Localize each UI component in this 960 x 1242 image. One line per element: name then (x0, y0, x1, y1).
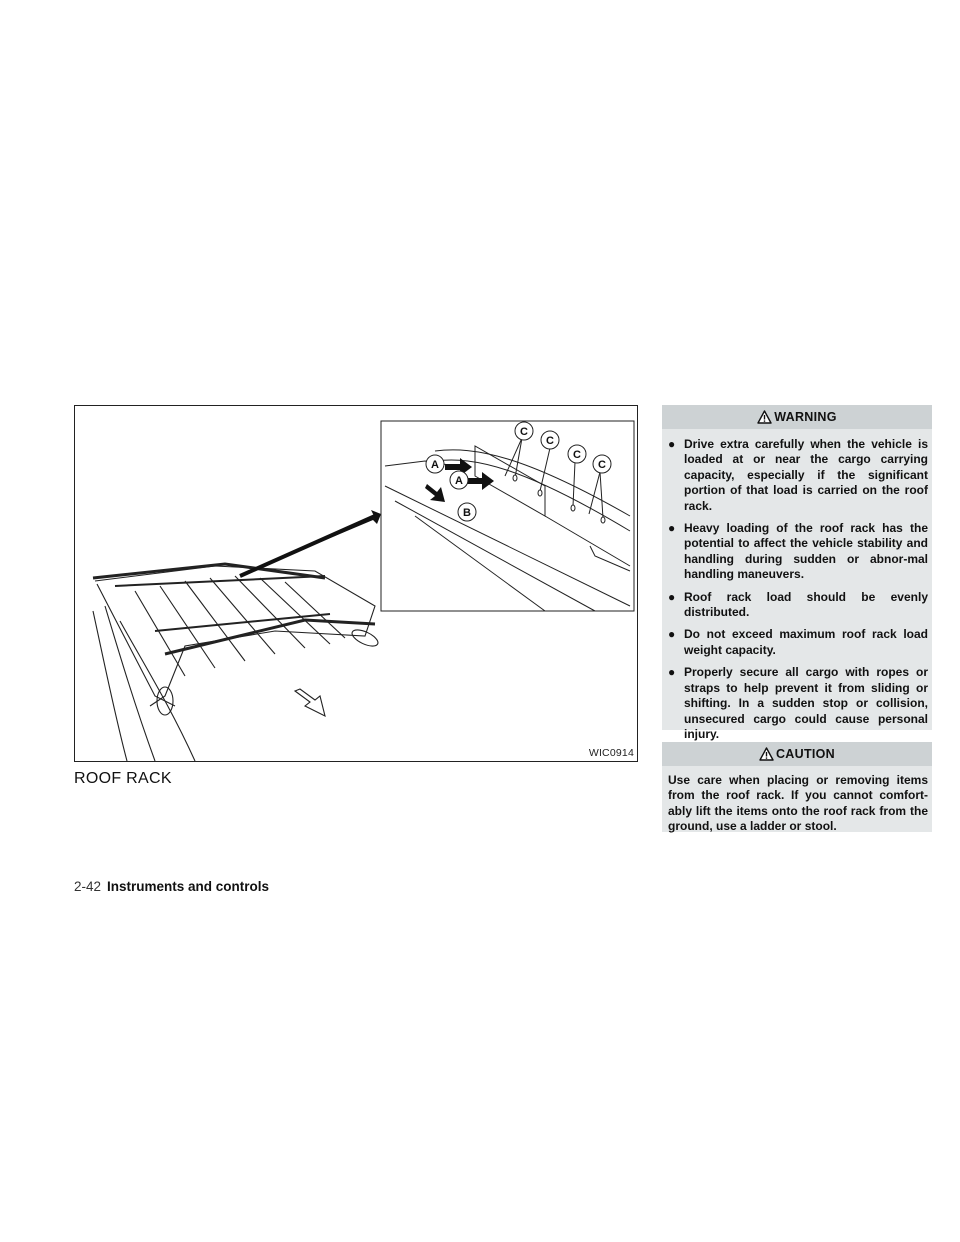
bullet-icon: ● (668, 665, 676, 680)
figure-code: WIC0914 (588, 747, 634, 759)
warning-item-text: Drive extra carefully when the vehicle is loaded at or near the cargo carrying capacity, especially if the significant portion of that load is carried on the roof rack. (684, 437, 928, 513)
warning-triangle-icon (759, 747, 774, 761)
section-title: ROOF RACK (74, 770, 172, 787)
warning-item-text: Do not exceed maximum roof rack load weight capacity. (684, 627, 928, 657)
callout-c: C (520, 426, 528, 438)
bullet-icon: ● (668, 627, 676, 642)
warning-item (668, 665, 928, 742)
caution-heading: CAUTION (775, 747, 836, 761)
caution-text: Use care when placing or removing items from the roof rack. If you cannot comfort-ably lift the items onto the roof rack from the ground, use a ladder or stool. (668, 773, 928, 834)
warning-list (662, 429, 932, 742)
callout-b: B (463, 507, 471, 519)
callout-a: A (431, 459, 439, 471)
warning-triangle-icon (757, 410, 772, 424)
warning-item-text: Roof rack load should be evenly distributed. (684, 589, 928, 620)
warning-item-text: Heavy loading of the roof rack has the potential to affect the vehicle stability and handling during sudden or abnor-mal handling maneuvers. (684, 521, 928, 582)
roof-rack-illustration (75, 406, 637, 761)
warning-item (668, 437, 928, 514)
caution-header (662, 742, 932, 766)
caution-box (662, 742, 932, 832)
roof-rack-figure (74, 405, 638, 762)
page-footer (74, 879, 269, 894)
chapter-title: Instruments and controls (107, 879, 270, 894)
callout-c: C (546, 435, 554, 447)
warning-item (668, 521, 928, 583)
bullet-icon: ● (668, 521, 676, 536)
callout-a: A (455, 475, 463, 487)
callout-c: C (598, 459, 606, 471)
warning-heading: WARNING (774, 410, 837, 424)
warning-header (662, 405, 932, 429)
page-number: 2-42 (74, 879, 102, 894)
callout-c: C (573, 449, 581, 461)
warning-item (668, 590, 928, 621)
warning-item (668, 627, 928, 658)
warning-item-text: Properly secure all cargo with ropes or straps to help prevent it from sliding or shifting. In a sudden stop or collision, unsecured cargo could cause personal injury. (684, 665, 928, 741)
warning-box (662, 405, 932, 741)
bullet-icon: ● (668, 437, 676, 451)
bullet-icon: ● (668, 589, 676, 604)
